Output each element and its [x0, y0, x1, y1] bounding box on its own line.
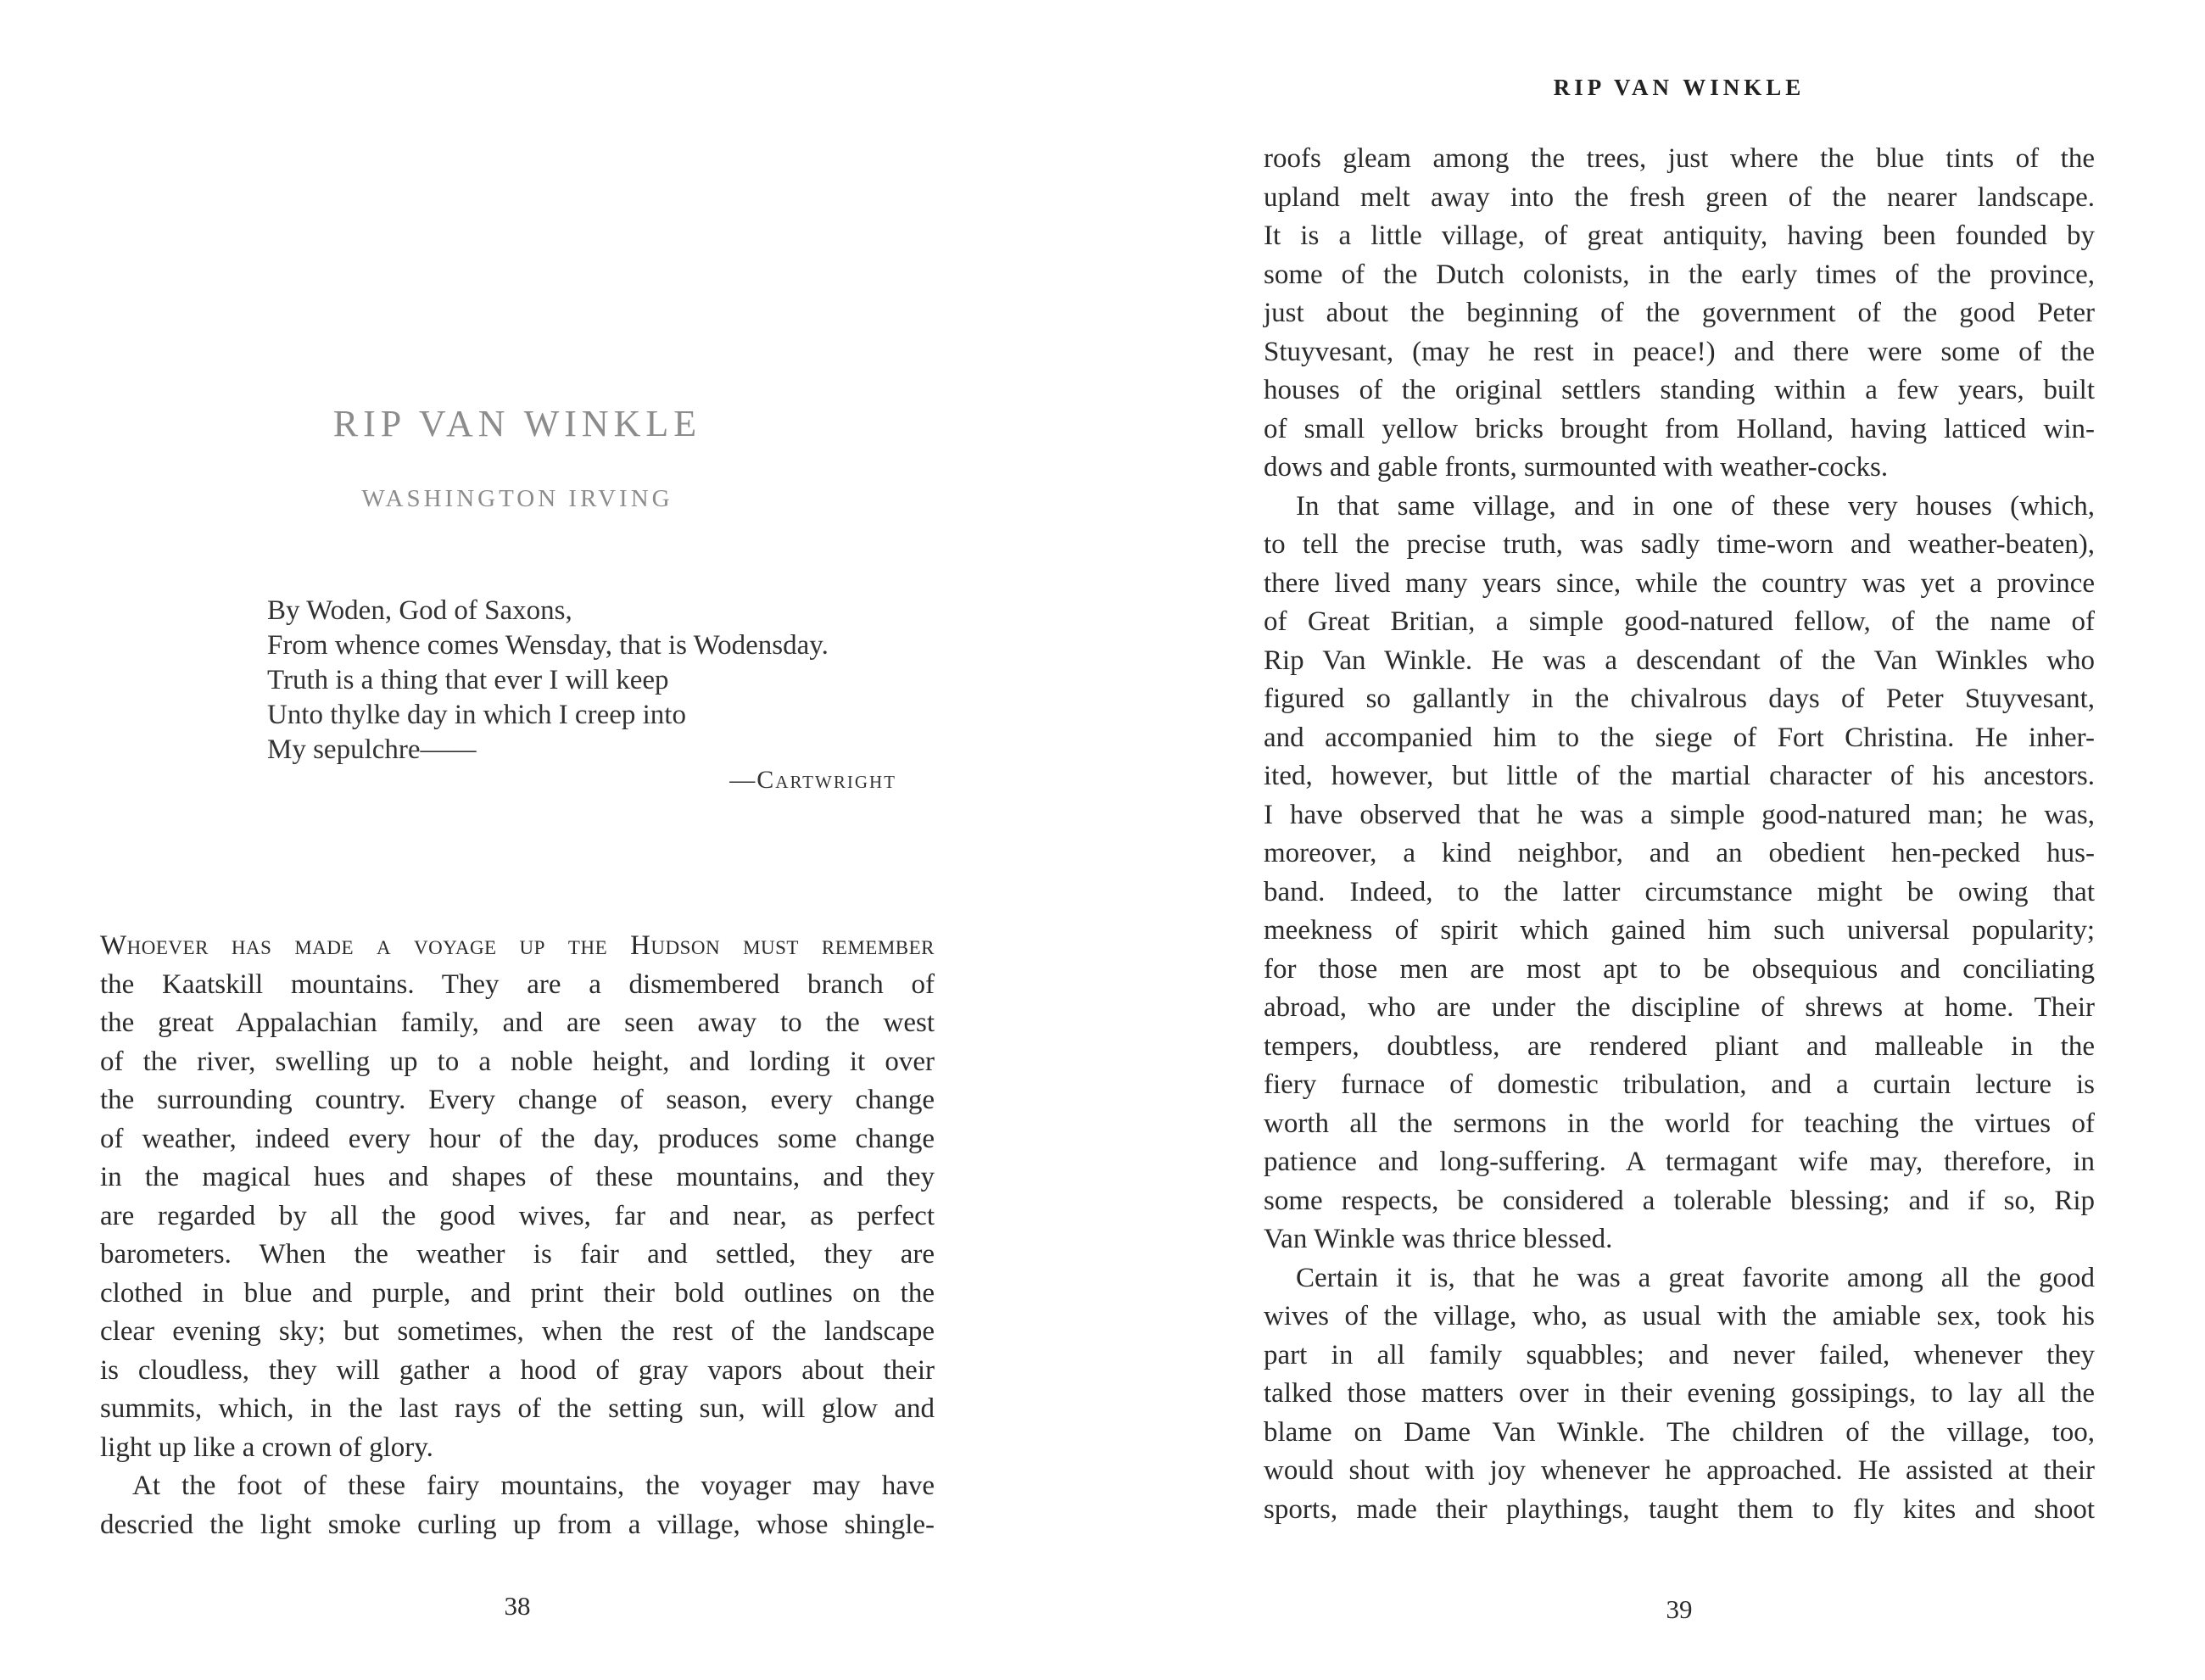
- text-line: of small yellow bricks brought from Holland, having latticed win-: [1264, 413, 2095, 444]
- text-line: Certain it is, that he was a great favorite among all the good: [1296, 1262, 2095, 1293]
- text-line: barometers. When the weather is fair and settled, they are: [100, 1239, 935, 1270]
- left-page: [100, 0, 935, 1680]
- text-line: the surrounding country. Every change of season, every change: [100, 1085, 935, 1115]
- text-line: of the river, swelling up to a noble height, and lording it over: [100, 1046, 935, 1077]
- right-page: [1264, 0, 2095, 1680]
- text-line: fiery furnace of domestic tribulation, and a curtain lecture is: [1264, 1069, 2095, 1100]
- text-line: upland melt away into the fresh green of the nearer landscape.: [1264, 181, 2095, 213]
- text-line: Whoever has made a voyage up the Hudson must remember: [100, 930, 935, 961]
- text-line: part in all family squabbles; and never failed, whenever they: [1264, 1339, 2095, 1370]
- text-line: of Great Britian, a simple good-natured fellow, of the name of: [1264, 606, 2095, 637]
- body-text-left: [100, 927, 935, 1544]
- text-line: It is a little village, of great antiquity, having been founded by: [1264, 220, 2095, 251]
- text-line: Rip Van Winkle. He was a descendant of the Van Winkles who: [1264, 645, 2095, 676]
- text-line: Truth is a thing that ever I will keep: [267, 665, 669, 695]
- text-line: clothed in blue and purple, and print their bold outlines on the: [100, 1277, 935, 1309]
- text-line: Van Winkle was thrice blessed.: [1264, 1224, 1613, 1254]
- text-line: just about the beginning of the government of the good Peter: [1264, 298, 2095, 328]
- text-line: blame on Dame Van Winkle. The children of the village, too,: [1264, 1416, 2095, 1448]
- chapter-author: WASHINGTON IRVING: [361, 485, 673, 512]
- text-line: From whence comes Wensday, that is Wodensday.: [267, 630, 829, 661]
- text-line: the great Appalachian family, and are seen away to the west: [100, 1007, 935, 1038]
- running-head: RIP VAN WINKLE: [1553, 75, 1806, 100]
- page-number-right: 39: [1666, 1594, 1693, 1624]
- page-number-left: 38: [504, 1591, 531, 1621]
- text-line: tempers, doubtless, are rendered pliant and malleable in the: [1264, 1030, 2095, 1062]
- epigraph-attribution: —Cartwright: [729, 766, 896, 794]
- text-line: clear evening sky; but sometimes, when the rest of the landscape: [100, 1316, 935, 1347]
- text-line: and accompanied him to the siege of Fort Christina. He inher-: [1264, 722, 2095, 753]
- text-line: ited, however, but little of the martial character of his ancestors.: [1264, 761, 2095, 791]
- text-line: I have observed that he was a simple good-natured man; he was,: [1264, 799, 2095, 830]
- text-line: roofs gleam among the trees, just where the blue tints of the: [1264, 143, 2095, 174]
- text-line: is cloudless, they will gather a hood of gray vapors about their: [100, 1354, 935, 1386]
- chapter-title: RIP VAN WINKLE: [332, 403, 702, 444]
- text-line: Unto thylke day in which I creep into: [267, 700, 686, 730]
- text-line: dows and gable fronts, surmounted with weather-cocks.: [1264, 452, 1889, 483]
- text-line: wives of the village, who, as usual with the amiable sex, took his: [1264, 1301, 2095, 1331]
- text-line: By Woden, God of Saxons,: [267, 595, 572, 626]
- text-line: meekness of spirit which gained him such universal popularity;: [1264, 915, 2095, 946]
- text-line: are regarded by all the good wives, far and near, as perfect: [100, 1200, 935, 1231]
- text-line: in the magical hues and shapes of these mountains, and they: [100, 1162, 935, 1192]
- text-line: patience and long-suffering. A termagant wife may, therefore, in: [1264, 1147, 2095, 1177]
- text-line: summits, which, in the last rays of the setting sun, will glow and: [100, 1393, 935, 1424]
- text-line: some of the Dutch colonists, in the early times of the province,: [1264, 259, 2095, 290]
- text-line: would shout with joy whenever he approached. He assisted at their: [1264, 1455, 2095, 1486]
- text-line: worth all the sermons in the world for teaching the virtues of: [1264, 1108, 2095, 1139]
- text-line: At the foot of these fairy mountains, the voyager may have: [132, 1471, 935, 1501]
- text-line: of weather, indeed every hour of the day, produces some change: [100, 1123, 935, 1154]
- text-line: Stuyvesant, (may he rest in peace!) and there were some of the: [1264, 336, 2095, 367]
- text-line: In that same village, and in one of these very houses (which,: [1296, 490, 2095, 522]
- text-line: My sepulchre——: [267, 734, 477, 765]
- text-line: band. Indeed, to the latter circumstance might be owing that: [1264, 876, 2095, 907]
- text-line: sports, made their playthings, taught them to fly kites and shoot: [1264, 1493, 2095, 1525]
- text-line: the Kaatskill mountains. They are a dismembered branch of: [100, 968, 935, 1000]
- text-line: to tell the precise truth, was sadly time-worn and weather-beaten),: [1264, 529, 2095, 560]
- text-line: descried the light smoke curling up from a village, whose shingle-: [100, 1509, 935, 1540]
- text-line: abroad, who are under the discipline of shrews at home. Their: [1264, 992, 2095, 1023]
- text-line: light up like a crown of glory.: [100, 1432, 433, 1463]
- epigraph: [267, 594, 896, 767]
- body-text-right: [1264, 140, 2095, 1529]
- text-line: for those men are most apt to be obsequious and conciliating: [1264, 953, 2095, 985]
- text-line: houses of the original settlers standing within a few years, built: [1264, 375, 2095, 405]
- text-line: figured so gallantly in the chivalrous days of Peter Stuyvesant,: [1264, 684, 2095, 714]
- text-line: moreover, a kind neighbor, and an obedient hen-pecked hus-: [1264, 838, 2095, 868]
- text-line: there lived many years since, while the country was yet a province: [1264, 567, 2095, 599]
- text-line: talked those matters over in their evening gossipings, to lay all the: [1264, 1378, 2095, 1409]
- text-line: some respects, be considered a tolerable blessing; and if so, Rip: [1264, 1185, 2095, 1216]
